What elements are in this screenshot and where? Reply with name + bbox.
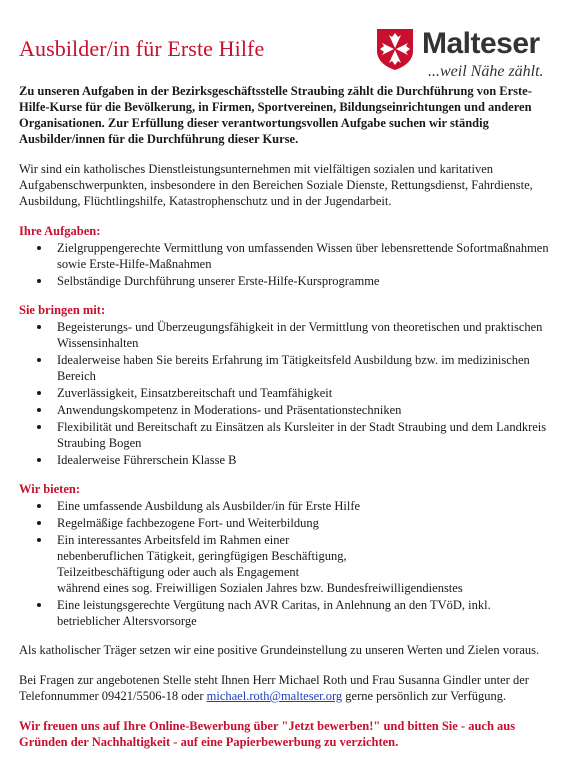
list-item: Zielgruppengerechte Vermittlung von umfassenden Wissen über lebensrettende Sofortmaßnahmen sowie Erste-Hilfe-Maßnahmen bbox=[57, 240, 554, 272]
closing-paragraph: Wir freuen uns auf Ihre Online-Bewerbung über "Jetzt bewerben!" und bitten Sie - auch aus Gründen der Nachhaltigkeit - auf eine Papierbewerbung zu verzichten. bbox=[19, 719, 516, 749]
list-item-line: Teilzeitbeschäftigung oder auch als Engagement bbox=[57, 565, 300, 579]
list-item-line: nebenberuflichen Tätigkeit, geringfügigen Beschäftigung, bbox=[57, 549, 347, 563]
section-heading-aufgaben: Ihre Aufgaben: bbox=[19, 224, 101, 238]
list-item: Begeisterungs- und Überzeugungsfähigkeit in der Vermittlung von theoretischen und praktischen Wissensinhalten bbox=[57, 319, 554, 351]
list-item-line: während eines sog. Freiwilligen Sozialen Jahres bzw. Bundesfreiwilligendienstes bbox=[57, 581, 463, 595]
posting-body bbox=[19, 83, 554, 750]
contact-text-end: gerne persönlich zur Verfügung. bbox=[342, 689, 507, 703]
list-item: Idealerweise haben Sie bereits Erfahrung im Tätigkeitsfeld Ausbildung bzw. im medizinischen Bereich bbox=[57, 352, 554, 384]
intro-paragraph: Zu unseren Aufgaben in der Bezirksgeschäftsstelle Straubing zählt die Durchführung von Erste-Hilfe-Kurse für die Bevölkerung, in Firmen, Sportvereinen, Bildungseinrichtungen und anderen Organisationen. Zur Erfüllung dieser verantwortungsvollen Aufgabe suchen wir ständig Ausbilder/innen für die Durchführung dieser Kurse. bbox=[19, 84, 532, 146]
list-item: Eine umfassende Ausbildung als Ausbilder/in für Erste Hilfe bbox=[57, 498, 554, 514]
page-title: Ausbilder/in für Erste Hilfe bbox=[19, 36, 265, 61]
bringen-list bbox=[19, 319, 554, 468]
bieten-list bbox=[19, 498, 554, 629]
list-item: Flexibilität und Bereitschaft zu Einsätzen als Kursleiter in der Stadt Straubing und dem Landkreis Straubing Bogen bbox=[57, 419, 554, 451]
contact-text: Bei Fragen zur angebotenen Stelle steht Ihnen Herr Michael Roth und Frau Susanna Gindler unter der Telefonnummer 09421/5506-18 oder bbox=[19, 673, 529, 703]
values-paragraph: Als katholischer Träger setzen wir eine positive Grundeinstellung zu unseren Werten und Zielen voraus. bbox=[19, 643, 540, 657]
list-item: Zuverlässigkeit, Einsatzbereitschaft und Teamfähigkeit bbox=[57, 385, 554, 401]
company-description: Wir sind ein katholisches Dienstleistungsunternehmen mit vielfältigen sozialen und karitativen Aufgabenschwerpunkten, insbesondere in den Bereichen Soziale Dienste, Rettungsdienst, Fahrdienste, Ausbildung, Flüchtlingshilfe, Katastrophenschutz und in der Jugendarbeit. bbox=[19, 162, 533, 208]
list-item: Selbständige Durchführung unserer Erste-Hilfe-Kursprogramme bbox=[57, 273, 554, 289]
malteser-cross-shield-icon bbox=[376, 27, 414, 71]
malteser-logo bbox=[376, 27, 554, 87]
logo-tagline: ...weil Nähe zählt. bbox=[428, 63, 544, 80]
section-heading-bringen: Sie bringen mit: bbox=[19, 303, 106, 317]
list-item: Idealerweise Führerschein Klasse B bbox=[57, 452, 554, 468]
logo-wordmark: Malteser bbox=[422, 27, 540, 60]
list-item: Anwendungskompetenz in Moderations- und Präsentationstechniken bbox=[57, 402, 554, 418]
list-item: Regelmäßige fachbezogene Fort- und Weiterbildung bbox=[57, 515, 554, 531]
list-item-line: Ein interessantes Arbeitsfeld im Rahmen einer bbox=[57, 533, 290, 547]
list-item: Eine leistungsgerechte Vergütung nach AVR Caritas, in Anlehnung an den TVöD, inkl. betrieblicher Altersvorsorge bbox=[57, 597, 554, 629]
aufgaben-list bbox=[19, 240, 554, 289]
list-item bbox=[57, 532, 554, 596]
email-link[interactable]: michael.roth@malteser.org bbox=[206, 689, 343, 703]
contact-paragraph bbox=[19, 672, 554, 704]
section-heading-bieten: Wir bieten: bbox=[19, 482, 80, 496]
